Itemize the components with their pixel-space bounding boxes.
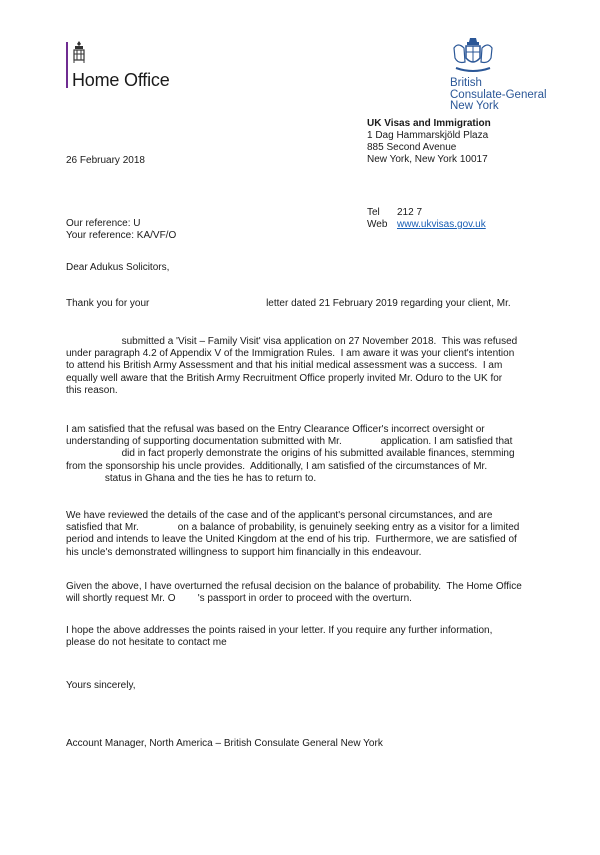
consulate-line-2: Consulate-General: [450, 88, 547, 101]
address-line: 1 Dag Hammarskjöld Plaza: [367, 130, 489, 141]
consulate-name: [450, 78, 547, 113]
paragraph-line: We have reviewed the details of the case and of the applicant's personal circumstances, and are: [66, 510, 493, 521]
paragraph-6: [66, 625, 556, 649]
consulate-line-3: New York: [450, 100, 499, 112]
tel-label: Tel: [367, 207, 380, 218]
home-office-brand-bar: [66, 42, 68, 88]
paragraph-line: I am satisfied that the refusal was based on the Entry Clearance Officer's incorrect oversight or: [66, 424, 485, 435]
paragraph-line: period and intends to leave the United Kingdom at the end of his trip. Furthermore, we are satisfied of: [66, 534, 517, 546]
web-label: Web: [367, 219, 388, 230]
department-name: Home Office: [72, 70, 170, 90]
your-reference: Your reference: KA/VF/O: [66, 230, 177, 241]
address-line: New York, New York 10017: [367, 154, 488, 165]
closing: Yours sincerely,: [66, 680, 136, 691]
paragraph-line: submitted a 'Visit – Family Visit' visa application on 27 November 2018. This was refused: [66, 336, 518, 347]
contact-block: [367, 207, 486, 231]
royal-coat-of-arms-icon: [448, 36, 498, 76]
website-link[interactable]: www.ukvisas.gov.uk: [397, 219, 486, 230]
paragraph-line: satisfied that Mr. on a balance of probability, is genuinely seeking entry as a visitor for a limited: [66, 522, 520, 534]
paragraph-line: Given the above, I have overturned the refusal decision on the balance of probability. The Home Office: [66, 581, 522, 592]
paragraph-line: his uncle's demonstrated willingness to support him financially in this endeavour.: [66, 546, 422, 558]
paragraph-5: [66, 581, 556, 605]
paragraph-2: [66, 336, 556, 397]
paragraph-line: from the sponsorship his uncle provides. Additionally, I am satisfied of the circumstances of Mr.: [66, 460, 488, 472]
paragraph-4: [66, 510, 556, 559]
letter-date: 26 February 2018: [66, 155, 145, 166]
paragraph-line: Thank you for your letter dated 21 February 2019 regarding your client, Mr.: [66, 298, 511, 309]
paragraph-line: please do not hesitate to contact me: [66, 637, 227, 649]
consulate-line-1: British: [450, 77, 482, 89]
signoff: Account Manager, North America – British Consulate General New York: [66, 738, 383, 749]
paragraph-1: [66, 298, 556, 310]
paragraph-3: [66, 424, 556, 485]
tel-value: 212 7: [397, 207, 423, 218]
paragraph-line: will shortly request Mr. O 's passport in order to proceed with the overturn.: [66, 593, 412, 605]
paragraph-line: equally well aware that the British Army Recruitment Office properly invited Mr. Oduro to the UK for: [66, 372, 503, 384]
paragraph-line: I hope the above addresses the points raised in your letter. If you require any further information,: [66, 625, 493, 636]
paragraph-line: to attend his British Army Assessment and that his initial medical assessment was a success. I am: [66, 360, 503, 372]
sender-organisation: UK Visas and Immigration: [367, 118, 491, 129]
paragraph-line: under paragraph 4.2 of Appendix V of the Immigration Rules. I am aware it was your client's intention: [66, 348, 515, 360]
address-line: 885 Second Avenue: [367, 142, 457, 153]
portcullis-crest-icon: [72, 40, 86, 64]
paragraph-line: understanding of supporting documentation submitted with Mr. application. I am satisfied that: [66, 436, 513, 448]
reference-block: [66, 218, 176, 242]
paragraph-line: did in fact properly demonstrate the origins of his submitted available finances, stemming: [66, 448, 515, 460]
our-reference: Our reference: U: [66, 218, 141, 229]
salutation: Dear Adukus Solicitors,: [66, 262, 170, 273]
paragraph-line: this reason.: [66, 384, 118, 396]
sender-address: [367, 118, 491, 166]
paragraph-line: status in Ghana and the ties he has to return to.: [66, 472, 317, 484]
